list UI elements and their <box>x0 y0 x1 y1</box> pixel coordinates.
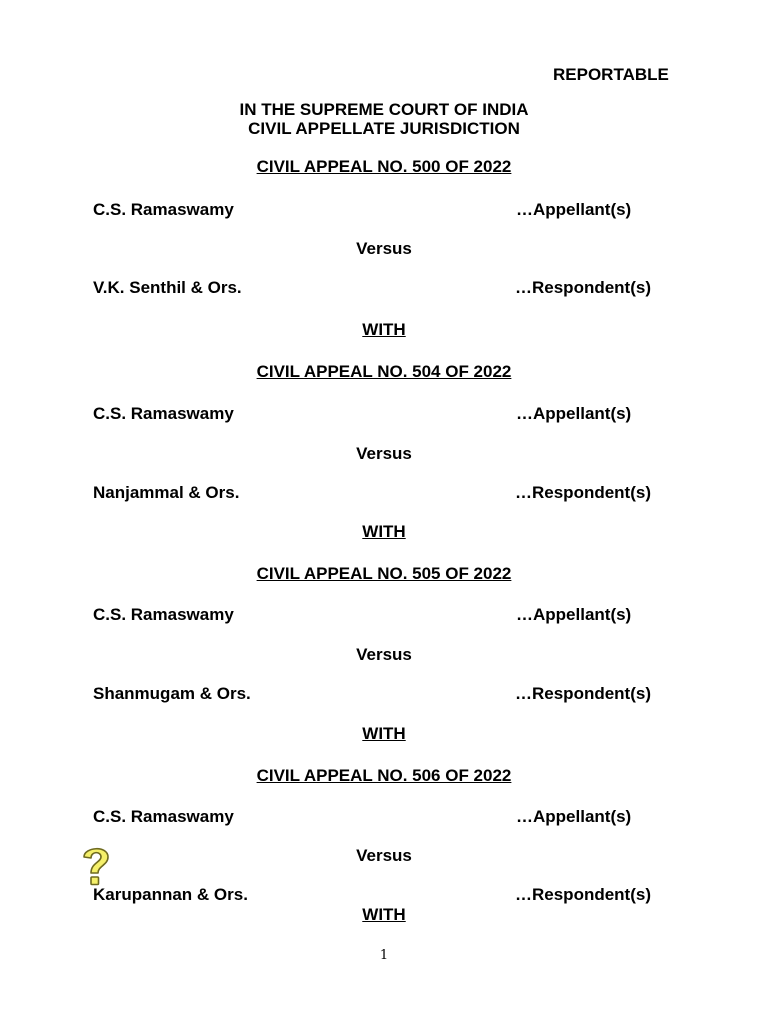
with-label: WITH <box>362 320 406 339</box>
reportable-label: REPORTABLE <box>553 65 669 84</box>
appellant-name: C.S. Ramaswamy <box>93 605 234 624</box>
respondent-name: Shanmugam & Ors. <box>93 684 251 703</box>
respondent-role: …Respondent(s) <box>515 885 651 904</box>
page-number: 1 <box>379 948 389 963</box>
respondent-name: Nanjammal & Ors. <box>93 483 240 502</box>
appellant-role: …Appellant(s) <box>516 807 632 826</box>
appellant-name: C.S. Ramaswamy <box>93 807 234 826</box>
with-label: WITH <box>362 724 406 743</box>
appellant-role: …Appellant(s) <box>516 605 632 624</box>
with-label: WITH <box>362 905 406 924</box>
appellant-name: C.S. Ramaswamy <box>93 404 234 423</box>
respondent-role: …Respondent(s) <box>515 483 651 502</box>
appellant-role: …Appellant(s) <box>516 404 632 423</box>
versus-label: Versus <box>356 846 412 865</box>
respondent-role: …Respondent(s) <box>515 684 651 703</box>
versus-label: Versus <box>356 645 412 664</box>
with-label: WITH <box>362 522 406 541</box>
respondent-name: V.K. Senthil & Ors. <box>93 278 242 297</box>
appeal-title: CIVIL APPEAL NO. 504 OF 2022 <box>256 362 512 381</box>
appeal-title: CIVIL APPEAL NO. 500 OF 2022 <box>256 157 512 176</box>
appeal-title: CIVIL APPEAL NO. 505 OF 2022 <box>256 564 512 583</box>
versus-label: Versus <box>356 444 412 463</box>
versus-label: Versus <box>356 239 412 258</box>
question-mark-icon[interactable] <box>78 843 114 889</box>
court-name: IN THE SUPREME COURT OF INDIA <box>239 100 529 119</box>
respondent-role: …Respondent(s) <box>515 278 651 297</box>
respondent-name: Karupannan & Ors. <box>93 885 248 904</box>
appellant-name: C.S. Ramaswamy <box>93 200 234 219</box>
jurisdiction: CIVIL APPELLATE JURISDICTION <box>248 119 520 138</box>
appeal-title: CIVIL APPEAL NO. 506 OF 2022 <box>256 766 512 785</box>
appellant-role: …Appellant(s) <box>516 200 632 219</box>
